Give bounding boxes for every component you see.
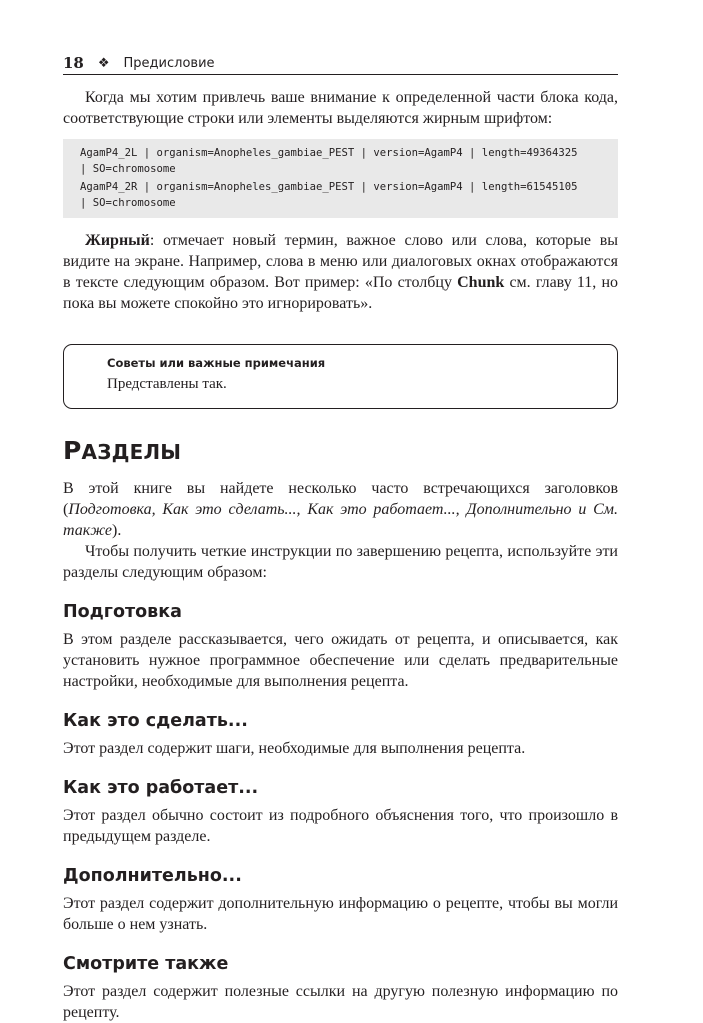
heading-rest: АЗДЕЛЫ: [81, 440, 182, 464]
tip-body: Представлены так.: [107, 376, 227, 392]
chunk-term: Chunk: [457, 274, 505, 291]
paragraph-text: В этой книге вы найдете несколько часто встречающихся заголовков (: [63, 480, 618, 518]
running-header: [63, 52, 618, 75]
code-record: [80, 145, 608, 177]
subsection-text: Этот раздел содержит шаги, необходимые для выполнения рецепта.: [63, 740, 526, 757]
paragraph-text: ).: [112, 522, 122, 539]
sections-paragraph: [63, 478, 618, 541]
subsection-title: Как это сделать...: [63, 711, 248, 731]
code-block: [63, 139, 618, 218]
subsection-title: Как это работает...: [63, 778, 259, 798]
heading-initial: Р: [63, 436, 82, 465]
italic-list: Подготовка, Как это сделать..., Как это работает..., Дополнительно и См. также: [63, 501, 618, 539]
section-heading: [63, 436, 618, 465]
page-number: 18: [63, 54, 84, 72]
bold-convention-paragraph: [63, 230, 618, 314]
code-record: [80, 179, 608, 211]
paragraph-text: : отмечает новый термин, важное слово или слова, которые вы видите на экране. Например, слова в меню или диалоговых окнах отображаются в тексте следующим образом. Вот пример: «По столбцу: [63, 232, 618, 291]
tip-box: [63, 344, 618, 409]
tip-title: Советы или важные примечания: [107, 356, 326, 370]
subsection-title: Смотрите также: [63, 954, 229, 974]
intro-paragraph: Когда мы хотим привлечь ваше внимание к определенной части блока кода, соответствующие строки или элементы выделяются жирным шрифтом:: [63, 89, 618, 127]
subsection-text: Этот раздел содержит полезные ссылки на другую полезную информацию по рецепту.: [63, 983, 618, 1021]
paragraph-text: см. главу 11, но пока вы можете спокойно это игнорировать».: [63, 274, 619, 312]
subsection-title: Дополнительно...: [63, 866, 242, 886]
code-line: | SO=chromosome: [80, 163, 176, 175]
bold-term: Жирный: [85, 232, 150, 249]
subsection-text: Этот раздел содержит дополнительную информацию о рецепте, чтобы вы могли больше о нем узнать.: [63, 895, 618, 933]
code-line: AgamP4_2L | organism=Anopheles_gambiae_PEST | version=AgamP4 | length=49364325: [80, 147, 578, 159]
subsection-text: Этот раздел обычно состоит из подробного объяснения того, что произошло в предыдущем разделе.: [63, 807, 618, 845]
subsection-text: В этом разделе рассказывается, чего ожидать от рецепта, и описывается, как установить нужное программное обеспечение или сделать предварительные настройки, необходимые для выполнения рецепта.: [63, 631, 618, 690]
chapter-title: Предисловие: [123, 55, 215, 71]
ornament-icon: ❖: [97, 55, 110, 71]
code-line: AgamP4_2R | organism=Anopheles_gambiae_PEST | version=AgamP4 | length=61545105: [80, 181, 578, 193]
sections-paragraph: Чтобы получить четкие инструкции по завершению рецепта, используйте эти разделы следующим образом:: [63, 543, 618, 581]
code-line: | SO=chromosome: [80, 197, 176, 209]
subsection-title: Подготовка: [63, 602, 182, 622]
book-page: [63, 52, 618, 1023]
